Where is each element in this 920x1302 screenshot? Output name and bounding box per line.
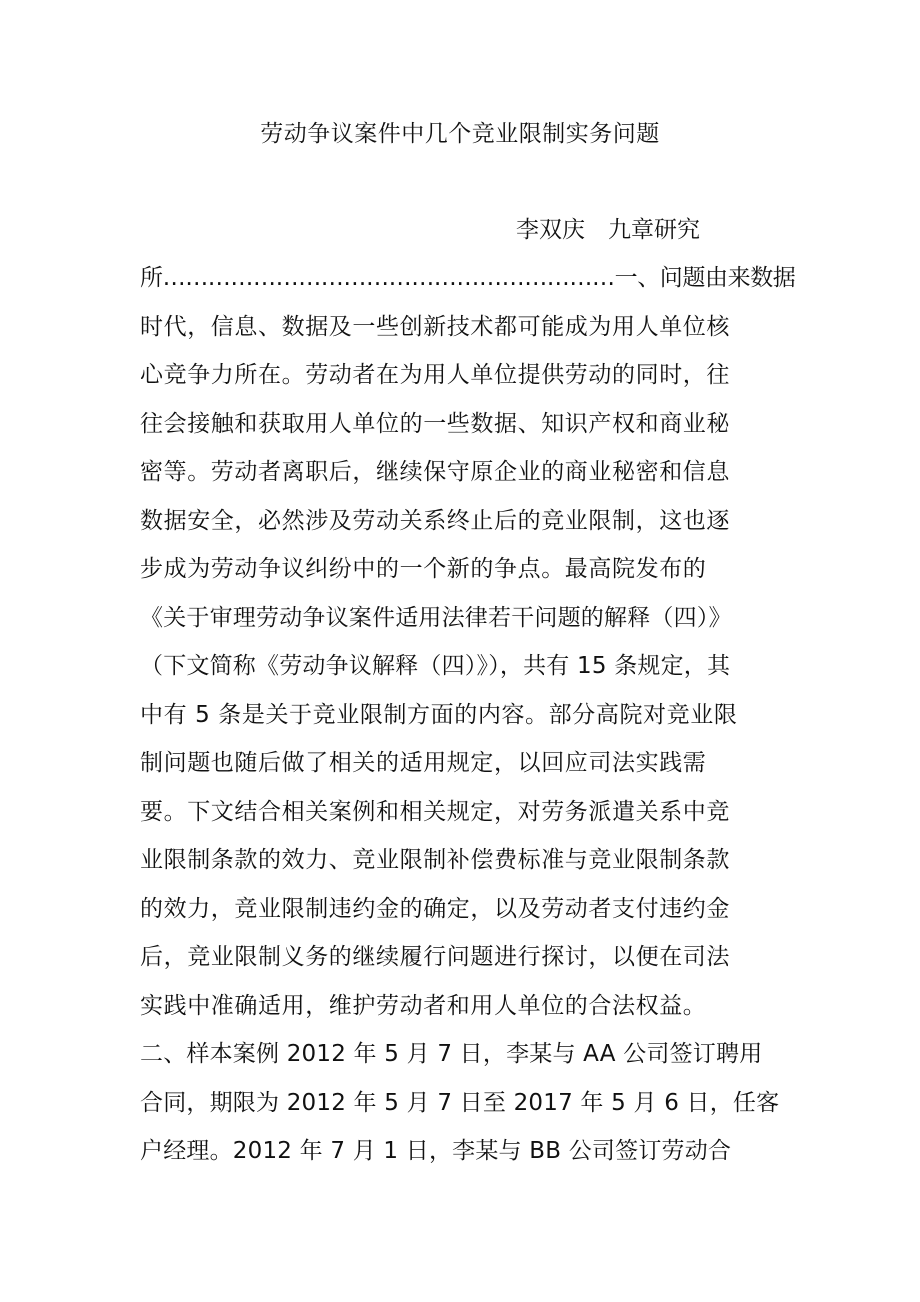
body-line: 的效力，竞业限制违约金的确定，以及劳动者支付违约金 xyxy=(140,895,730,922)
body-line: 所……………………………………………………一、问题由来数据 xyxy=(140,265,796,291)
body-line: 时代，信息、数据及一些创新技术都可能成为用人单位核 xyxy=(140,313,730,340)
body-line: 业限制条款的效力、竞业限制补偿费标准与竞业限制条款 xyxy=(140,847,730,873)
body-line: 二、样本案例 2012 年 5 月 7 日，李某与 AA 公司签订聘用 xyxy=(140,1041,763,1067)
body-line: 数据安全，必然涉及劳动关系终止后的竞业限制，这也逐 xyxy=(140,507,730,534)
document-title: 劳动争议案件中几个竞业限制实务问题 xyxy=(260,121,660,147)
body-line: 后，竞业限制义务的继续履行问题进行探讨，以便在司法 xyxy=(140,944,730,970)
body-line: 要。下文结合相关案例和相关规定，对劳务派遣关系中竞 xyxy=(140,798,730,825)
body-line: 合同，期限为 2012 年 5 月 7 日至 2017 年 5 月 6 日，任客 xyxy=(140,1089,780,1116)
body-text xyxy=(140,256,796,1178)
body-line: 户经理。2012 年 7 月 1 日，李某与 BB 公司签订劳动合 xyxy=(140,1138,732,1164)
body-line: （下文简称《劳动争议解释（四）》），共有 15 条规定，其 xyxy=(140,653,731,679)
body-line: 中有 5 条是关于竞业限制方面的内容。部分高院对竞业限 xyxy=(140,701,738,728)
body-line: 《关于审理劳动争议案件适用法律若干问题的解释（四）》 xyxy=(140,604,732,631)
body-line: 实践中准确适用，维护劳动者和用人单位的合法权益。 xyxy=(140,992,707,1019)
body-line: 心竞争力所在。劳动者在为用人单位提供劳动的同时，往 xyxy=(140,362,730,388)
body-line: 密等。劳动者离职后，继续保守原企业的商业秘密和信息 xyxy=(140,459,730,485)
body-line: 步成为劳动争议纠纷中的一个新的争点。最高院发布的 xyxy=(140,556,707,582)
body-line: 往会接触和获取用人单位的一些数据、知识产权和商业秘 xyxy=(140,410,730,437)
author-line: 李双庆 九章研究 xyxy=(516,217,700,243)
body-line: 制问题也随后做了相关的适用规定，以回应司法实践需 xyxy=(140,750,707,776)
